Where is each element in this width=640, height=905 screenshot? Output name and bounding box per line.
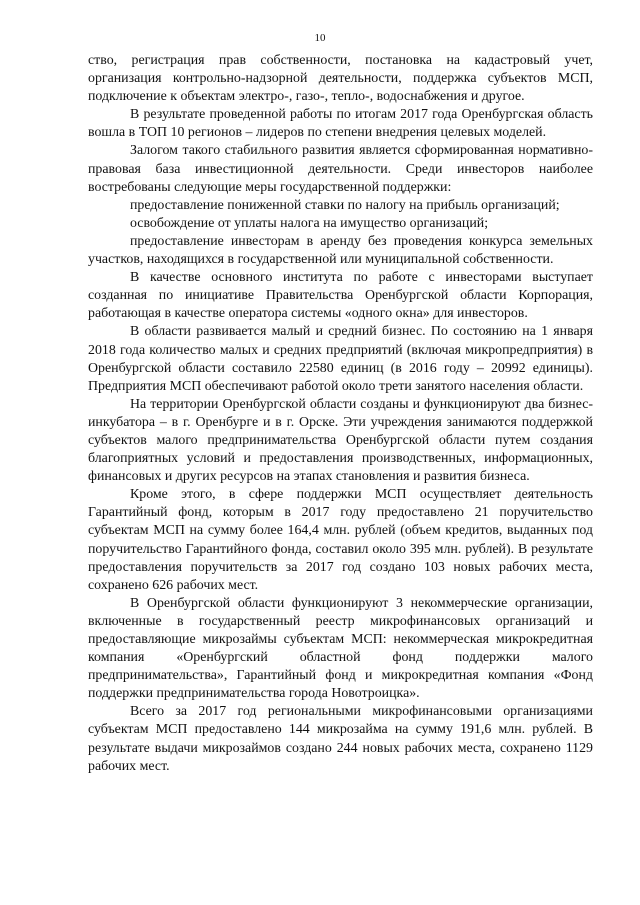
paragraph: В области развивается малый и средний бизнес. По состоянию на 1 января 2018 года количество малых и средних предприятий (включая микропредприятия) в Оренбургской области составило 22580 единиц (в 2016 году – 20992 единицы). Предприятия МСП обеспечивают работой около трети занятого населения области. [88, 324, 593, 394]
list-item-measure: освобождение от уплаты налога на имущество организаций; [130, 215, 489, 231]
paragraph-continuation: ство, регистрация прав собственности, постановка на кадастровый учет, организация контрольно-надзорной деятельности, поддержка субъектов МСП, подключение к объектам электро-, газо-, тепло-, водоснабжения и другое. [88, 53, 593, 105]
paragraph: В результате проведенной работы по итогам 2017 года Оренбургская область вошла в ТОП 10 регионов – лидеров по степени внедрения целевых моделей. [88, 107, 593, 141]
paragraph: На территории Оренбургской области созданы и функционируют два бизнес-инкубатора – в г. Оренбурге и в г. Орске. Эти учреждения занимаются поддержкой субъектов малого предпринимательства Оренбургской области путем создания благоприятных условий и предоставления производственных, информационных, финансовых и других ресурсов на этапах становления и развития бизнеса. [88, 396, 593, 485]
page-number: 10 [314, 32, 326, 44]
body-text [88, 52, 593, 776]
paragraph: Всего за 2017 год региональными микрофинансовыми организациями субъектам МСП предоставлено 144 микрозайма на сумму 191,6 млн. рублей. В результате выдачи микрозаймов создано 244 новых рабочих места, сохранено 1129 рабочих мест. [88, 704, 593, 774]
paragraph: В Оренбургской области функционируют 3 некоммерческие организации, включенные в государственный реестр микрофинансовых организаций и предоставляющие микрозаймы субъектам МСП: некоммерческая микрокредитная компания «Оренбургский областной фонд поддержки малого предпринимательства», Гарантийный фонд и микрокредитная компания «Фонд поддержки предпринимательства города Новотроицка». [88, 595, 593, 702]
list-item-measure: предоставление пониженной ставки по налогу на прибыль организаций; [130, 197, 560, 213]
paragraph: В качестве основного института по работе с инвесторами выступает созданная по инициативе Правительства Оренбургской области Корпорация, работающая в качестве оператора системы «одного окна» для инвесторов. [88, 270, 593, 322]
paragraph: Залогом такого стабильного развития является сформированная нормативно-правовая база инвестиционной деятельности. Среди инвесторов наиболее востребованы следующие меры государственной поддержки: [88, 143, 593, 195]
paragraph: Кроме этого, в сфере поддержки МСП осуществляет деятельность Гарантийный фонд, которым в 2017 году предоставлено 21 поручительство субъектам МСП на сумму более 164,4 млн. рублей (объем кредитов, выданных под поручительство Гарантийного фонда, составил около 395 млн. рублей). В результате предоставления поручительств за 2017 год создано 103 новых рабочих места, сохранено 626 рабочих мест. [88, 487, 593, 593]
list-item-measure: предоставление инвесторам в аренду без проведения конкурса земельных участков, находящихся в государственной или муниципальной собственности. [88, 233, 593, 268]
